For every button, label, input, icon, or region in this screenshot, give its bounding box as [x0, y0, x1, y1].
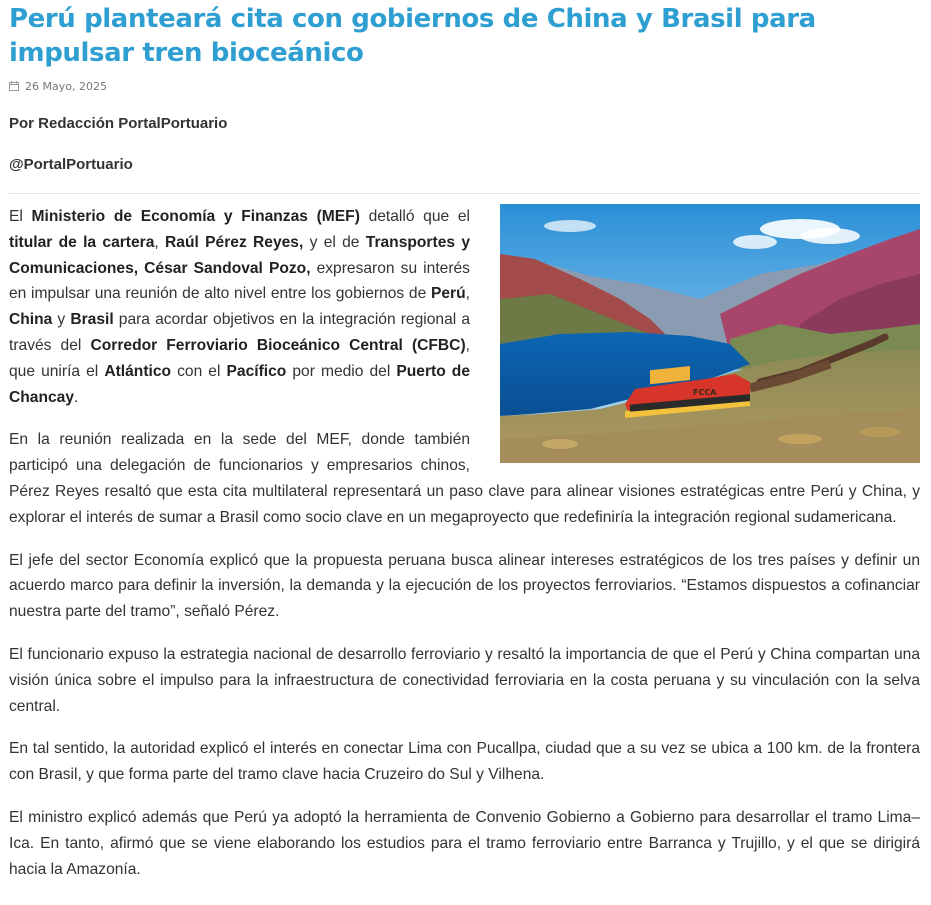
- paragraph-3: El jefe del sector Economía explicó que la propuesta peruana busca alinear intereses estratégicos de los tres países y definir un acuerdo marco para definir la inversión, la demanda y la ejecución de los proyectos ferroviarios. “Estamos dispuestos a cofinanciar nuestra parte del tramo”, señaló Pérez.: [9, 551, 920, 621]
- paragraph-4: El funcionario expuso la estrategia nacional de desarrollo ferroviario y resaltó la importancia de que el Perú y China compartan una visión única sobre el impulso para la infraestructura de conectividad ferroviaria en la costa peruana y su vinculación con la selva central.: [9, 645, 920, 715]
- paragraph-1: El Ministerio de Economía y Finanzas (MEF) detalló que el titular de la cartera, Raúl Pérez Reyes, y el de Transportes y Comunicaciones, César Sandoval Pozo, expresaron su interés en impulsar una reunión de alto nivel entre los gobiernos de Perú, China y Brasil para acordar objetivos en la integración regional a través del Corredor Ferroviario Bioceánico Central (CFBC), que uniría el Atlántico con el Pacífico por medio del Puerto de Chancay.: [9, 208, 471, 406]
- locomotive-logo-text: FCCA: [693, 388, 717, 397]
- publish-date-text: 26 Mayo, 2025: [25, 79, 107, 93]
- article-container: [9, 0, 920, 882]
- author-handle[interactable]: @PortalPortuario: [9, 156, 133, 173]
- publish-date: [9, 79, 920, 93]
- article-body: [9, 204, 920, 882]
- paragraph-2: En la reunión realizada en la sede del MEF, donde también participó una delegación de funcionarios y empresarios chinos, Pérez Reyes resaltó que esta cita multilateral representará un paso clave para alinear visiones estratégicas entre Perú y China, y explorar el interés de sumar a Brasil como socio clave en un megaproyecto que redefiniría la integración regional sudamericana.: [9, 431, 920, 526]
- article-title: Perú planteará cita con gobiernos de China y Brasil para impulsar tren bioceánico: [9, 4, 816, 68]
- calendar-icon: [9, 81, 19, 91]
- divider: [9, 193, 920, 194]
- paragraph-5: En tal sentido, la autoridad explicó el interés en conectar Lima con Pucallpa, ciudad que a su vez se ubica a 100 km. de la frontera con Brasil, y que forma parte del tramo clave hacia Cruzeiro do Sul y Vilhena.: [9, 740, 920, 784]
- paragraph-6: El ministro explicó además que Perú ya adoptó la herramienta de Convenio Gobierno a Gobierno para desarrollar el tramo Lima–Ica. En tanto, afirmó que se viene elaborando los estudios para el tramo ferroviario entre Barranca y Trujillo, y el que se dirigirá hacia la Amazonía.: [9, 808, 920, 878]
- byline: Por Redacción PortalPortuario: [9, 115, 228, 132]
- train-lake-photo: [500, 204, 920, 463]
